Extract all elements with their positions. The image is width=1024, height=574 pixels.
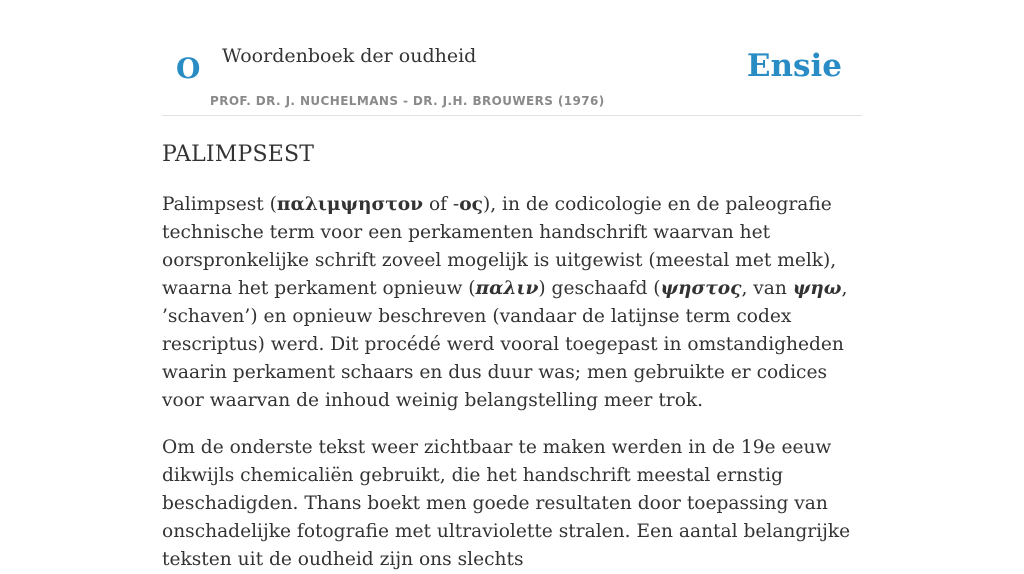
page-header (162, 0, 862, 116)
greek-term-palin: παλιν (475, 278, 539, 299)
greek-term-palimpseston: παλιμψηστον (276, 194, 424, 215)
entry-title: PALIMPSEST (162, 142, 315, 167)
entry-paragraph-2: Om de onderste tekst weer zichtbaar te maken werden in de 19e eeuw dikwijls chemicaliën gebruikt, die het handschrift meestal ernstig beschadigden. Thans boekt men goede resultaten door toepassing van onschadelijke fotografie met ultraviolette stralen. Een aantal belangrijke teksten uit de oudheid zijn ons slechts (162, 437, 851, 570)
entry-paragraph-1 (162, 191, 862, 415)
p1-text-3: ), in de codicologie en de paleografie technische term voor een perkamenten handschrift waarvan het oorspronkelijke schrift zoveel mogelijk is uitgewist (meestal met melk), waarna het perkament opnieuw ( (162, 194, 837, 299)
ensie-logo-link[interactable]: Ensie (746, 48, 842, 84)
letter-index-link[interactable]: O (176, 52, 201, 85)
page (162, 0, 862, 574)
entry-body (162, 191, 862, 574)
greek-term-ending: ος (459, 194, 483, 215)
p1-text-2: of - (423, 194, 460, 215)
greek-term-psestos: ψηστος (660, 278, 742, 299)
book-title-link[interactable]: Woordenboek der oudheid (222, 45, 477, 67)
p1-text-1: Palimpsest ( (162, 194, 277, 215)
p1-text-5: , van (741, 278, 793, 299)
greek-term-pseo: ψηω (792, 278, 842, 299)
book-authors: PROF. DR. J. NUCHELMANS - DR. J.H. BROUWERS (1976) (210, 94, 605, 108)
p1-text-6: , ’schaven’) en opnieuw beschreven (vandaar de latijnse term codex rescriptus) werd. Dit procédé werd vooral toegepast in omstandigheden waarin perkament schaars en dus duur was; men gebruikte er codices voor waarvan de inhoud weinig belangstelling meer trok. (162, 278, 848, 411)
p1-text-4: ) geschaafd ( (538, 278, 661, 299)
